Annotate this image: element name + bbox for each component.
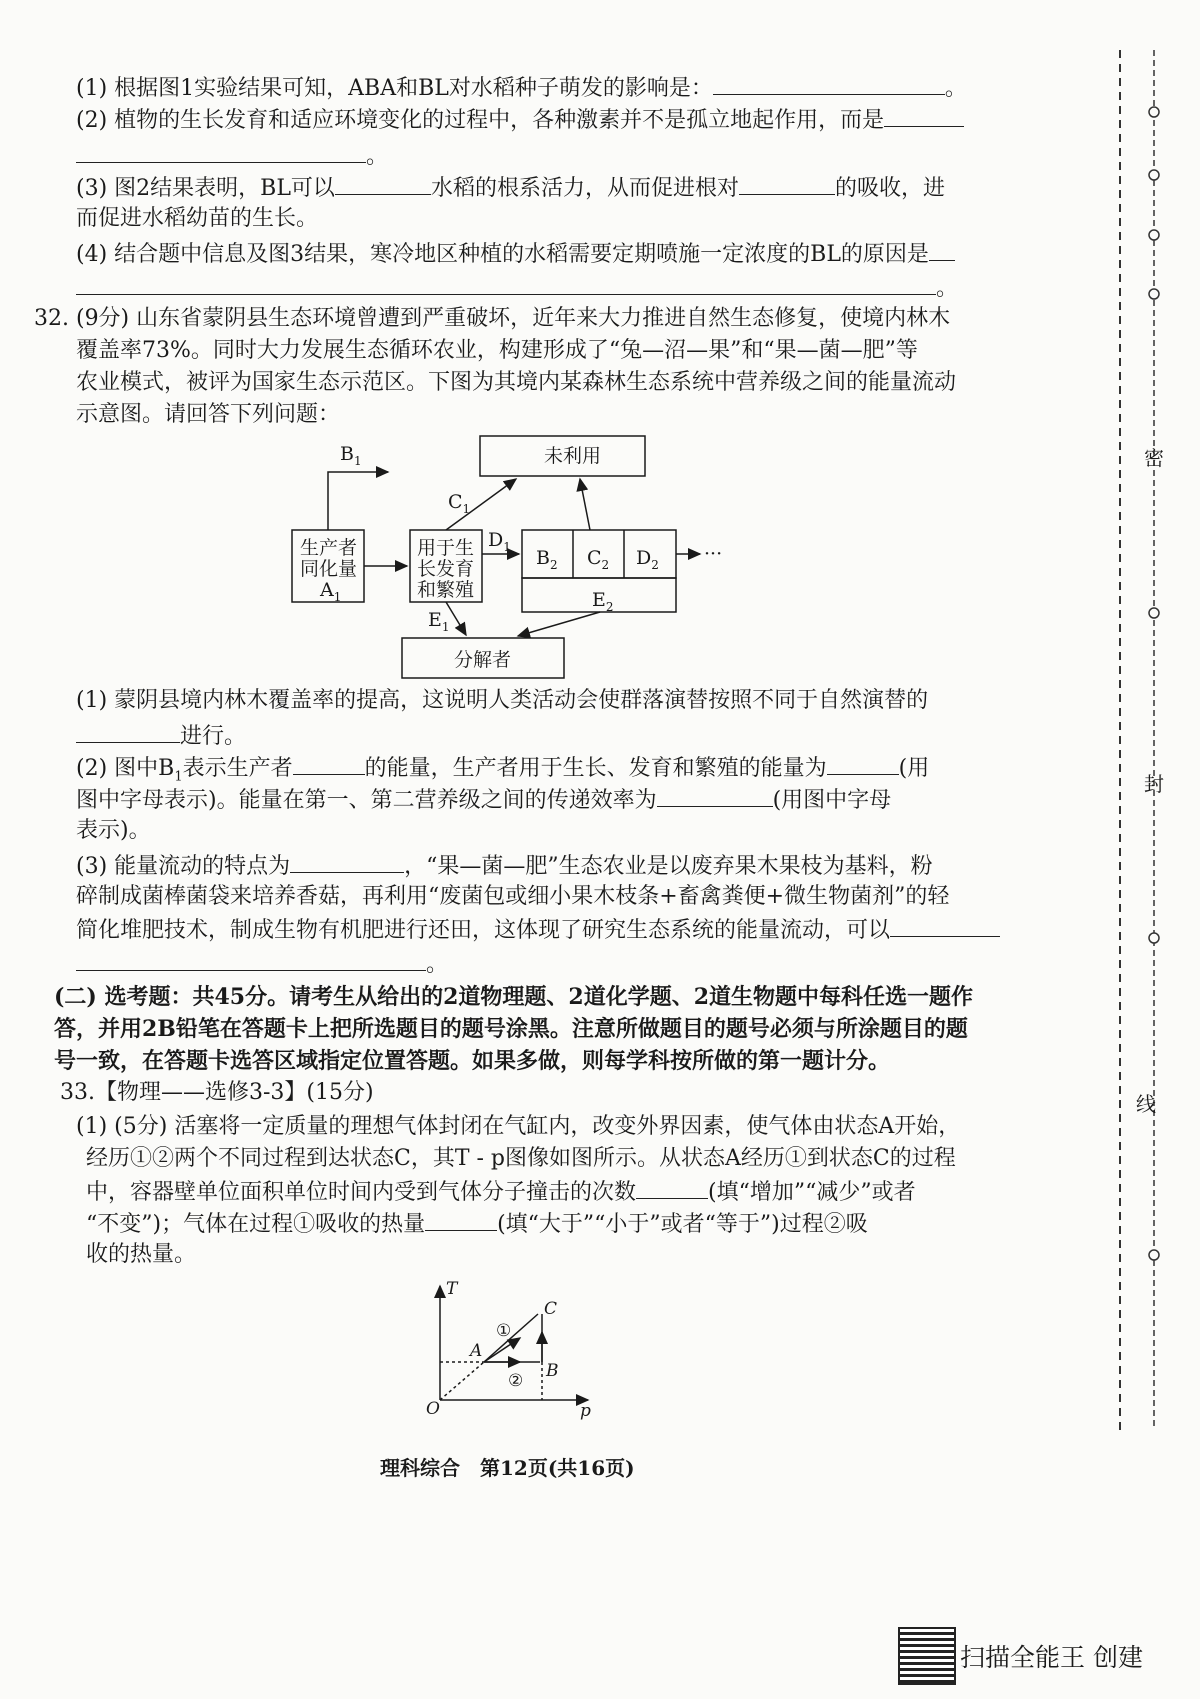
answer-blank[interactable]: [739, 172, 835, 195]
unused-label: 未利用: [544, 445, 602, 467]
c2-label: $C_2$: [587, 547, 610, 572]
path-1-label: ①: [496, 1321, 512, 1341]
answer-blank[interactable]: [890, 914, 1000, 937]
q33-part1-3: [86, 1176, 916, 1208]
q31-part1-text: (1) 根据图1实验结果可知，ABA和BL对水稻种子萌发的影响是：: [76, 76, 713, 101]
q31-part3: [76, 172, 945, 204]
scanner-watermark: 扫描全能王 创建: [960, 1643, 1143, 1672]
q33-text: (填“大于”“小于”或者“等于”)过程②吸: [497, 1212, 868, 1237]
path-1-arrow: [484, 1338, 520, 1362]
binding-margin: [1100, 50, 1200, 1450]
answer-blank[interactable]: [827, 752, 899, 775]
page-footer: 理科综合 第12页(共16页): [380, 1456, 635, 1480]
answer-blank[interactable]: [76, 272, 936, 295]
q33-text: “不变”)；气体在过程①吸收的热量: [86, 1212, 426, 1237]
q32-part2-text-b: 表示生产者: [182, 756, 293, 781]
state-a-label: A: [470, 1341, 483, 1361]
answer-blank[interactable]: [335, 172, 431, 195]
b1-arrow: [328, 472, 388, 530]
c1-label: $C_1$: [448, 491, 471, 516]
q31-part2: [76, 104, 964, 136]
tp-graph: [410, 1280, 620, 1420]
origin-dashed-line: [440, 1362, 484, 1400]
answer-blank[interactable]: [76, 948, 426, 971]
subscript: 1: [174, 769, 183, 785]
b1-label: $B_1$: [340, 443, 362, 468]
answer-blank[interactable]: [713, 72, 945, 95]
q33-text: (填“增加”“减少”或者: [708, 1180, 916, 1205]
answer-blank[interactable]: [884, 104, 964, 127]
q32-stem-text: 农业模式，被评为国家生态示范区。下图为其境内某森林生态系统中营养级之间的能量流动: [76, 370, 957, 395]
q31-part4-cont: [76, 272, 958, 304]
q32-part2-text-a: (2) 图中B: [76, 756, 175, 781]
q32-part3-text-c: 碎制成菌棒菌袋来培养香菇，再利用“废菌包或细小果木枝条+畜禽粪便+微生物菌剂”的轻: [76, 884, 950, 909]
seal-char-mi: 密: [1144, 446, 1164, 470]
q32-part1-end: 进行。: [180, 724, 247, 749]
q32-stem-text: 示意图。请回答下列问题：: [76, 402, 341, 427]
e1-label: $E_1$: [428, 609, 450, 634]
seal-char-feng: 封: [1144, 772, 1164, 796]
growth-label-2: 长发育: [417, 558, 475, 580]
q31-part2-cont: [76, 140, 388, 172]
q31-part1: [76, 72, 967, 104]
q33-text: 经历①②两个不同过程到达状态C，其T - p图像如图所示。从状态A经历①到状态C的过程: [86, 1146, 956, 1171]
q32-part1-cont: [76, 720, 246, 752]
q32-part2-text-g: 表示)。: [76, 818, 151, 843]
state-c-label: C: [544, 1299, 558, 1319]
answer-blank[interactable]: [657, 784, 773, 807]
q33-text: 中，容器壁单位面积单位时间内受到气体分子撞击的次数: [86, 1180, 637, 1205]
q32-part1: [76, 686, 928, 716]
energy-flow-diagram: [270, 430, 790, 690]
q33-text: 收的热量。: [86, 1242, 197, 1267]
q33-part1-1: [76, 1112, 960, 1142]
answer-blank[interactable]: [76, 140, 366, 163]
period: 。: [936, 276, 959, 301]
q33-part1-4: [86, 1208, 868, 1240]
q33-title-text: 33.【物理——选修3-3】(15分): [60, 1080, 374, 1105]
elective-text: 号一致，在答题卡选答区域指定位置答题。如果多做，则每学科按所做的第一题计分。: [54, 1048, 891, 1074]
q32-part2-cont: [76, 784, 891, 816]
p-axis-label: p: [580, 1401, 591, 1420]
period: 。: [944, 76, 967, 101]
state-b-label: B: [546, 1361, 559, 1381]
q31-part4-text: (4) 结合题中信息及图3结果，寒冷地区种植的水稻需要定期喷施一定浓度的BL的原因是: [76, 242, 929, 267]
q31-part3-cont: [76, 204, 318, 234]
q32-stem-text: 32. (9分) 山东省蒙阴县生态环境曾遭到严重破坏，近年来大力推进自然生态修复，使境内林木: [34, 306, 951, 331]
producer-label-2: 同化量: [300, 558, 358, 580]
period: 。: [426, 952, 449, 977]
answer-blank[interactable]: [636, 1176, 708, 1199]
q33-part1-2: [86, 1144, 956, 1174]
t-axis-label: T: [446, 1280, 458, 1299]
q32-part2-text-d: (用: [898, 756, 930, 781]
seal-char-xian: 线: [1136, 1092, 1156, 1116]
q32-stem-3: [76, 368, 956, 398]
answer-blank[interactable]: [929, 238, 955, 261]
producer-label-1: 生产者: [300, 537, 358, 559]
q32-part1-text: (1) 蒙阴县境内林木覆盖率的提高，这说明人类活动会使群落演替按照不同于自然演替的: [76, 688, 929, 713]
q32-part2-text-f: (用图中字母: [772, 788, 892, 813]
c2-arrow: [580, 479, 590, 530]
q32-part2-cont2: [76, 816, 151, 846]
q31-part4: [76, 238, 955, 270]
q33-text: (1) (5分) 活塞将一定质量的理想气体封闭在气缸内，改变外界因素，使气体由状态A开始，: [76, 1114, 961, 1139]
q31-part3-text-d: 而促进水稻幼苗的生长。: [76, 206, 319, 231]
q31-part3-text-a: (3) 图2结果表明，BL可以: [76, 176, 335, 201]
elective-instructions-2: [54, 1014, 968, 1044]
q32-stem-2: [76, 336, 918, 366]
d2-label: $D_2$: [636, 547, 659, 572]
q32-part3-text-b: ，“果—菌—肥”生态农业是以废弃果木果枝为基料，粉: [404, 854, 933, 879]
q33-part1-5: [86, 1240, 196, 1270]
period: 。: [366, 144, 389, 169]
qr-code-icon: [898, 1627, 956, 1685]
origin-label: O: [426, 1399, 440, 1419]
growth-label-1: 用于生: [417, 537, 475, 559]
d1-label: $D_1$: [488, 529, 511, 554]
producer-label-3: $A_1$: [320, 579, 342, 604]
q32-stem-1: [34, 304, 950, 334]
growth-label-3: 和繁殖: [417, 579, 475, 601]
continuation-dots: ···: [704, 543, 723, 565]
q32-part3-text-a: (3) 能量流动的特点为: [76, 854, 291, 879]
q32-stem-4: [76, 400, 340, 430]
e2-label: $E_2$: [592, 589, 614, 614]
answer-blank[interactable]: [290, 850, 404, 873]
q31-part3-text-b: 水稻的根系活力，从而促进根对: [430, 176, 739, 201]
q31-part3-text-c: 的吸收，进: [834, 176, 945, 201]
b2-label: $B_2$: [536, 547, 558, 572]
q32-part3-cont: [76, 882, 949, 912]
elective-instructions-1: [54, 982, 973, 1012]
elective-text: (二) 选考题：共45分。请考生从给出的2道物理题、2道化学题、2道生物题中每科任选一题作: [54, 984, 974, 1010]
q32-part3-cont2: [76, 914, 1000, 946]
q32-part3-cont3: [76, 948, 448, 980]
elective-instructions-3: [54, 1046, 890, 1076]
decomposer-label: 分解者: [454, 649, 512, 671]
elective-text: 答，并用2B铅笔在答题卡上把所选题目的题号涂黑。注意所做题目的题号必须与所涂题目的题: [54, 1016, 968, 1042]
answer-blank[interactable]: [425, 1208, 497, 1231]
e2-arrow: [518, 612, 600, 636]
q33-title: [60, 1078, 374, 1108]
q32-stem-text: 覆盖率73%。同时大力发展生态循环农业，构建形成了“兔—沼—果”和“果—菌—肥”等: [76, 338, 918, 363]
q32-part2-text-e: 图中字母表示)。能量在第一、第二营养级之间的传递效率为: [76, 788, 657, 813]
q32-part3: [76, 850, 933, 882]
answer-blank[interactable]: [293, 752, 365, 775]
answer-blank[interactable]: [76, 720, 180, 743]
q32-part3-text-d: 简化堆肥技术，制成生物有机肥进行还田，这体现了研究生态系统的能量流动，可以: [76, 918, 891, 943]
q31-part2-text: (2) 植物的生长发育和适应环境变化的过程中，各种激素并不是孤立地起作用，而是: [76, 108, 885, 133]
q32-part2-text-c: 的能量，生产者用于生长、发育和繁殖的能量为: [364, 756, 827, 781]
path-2-label: ②: [508, 1371, 524, 1391]
